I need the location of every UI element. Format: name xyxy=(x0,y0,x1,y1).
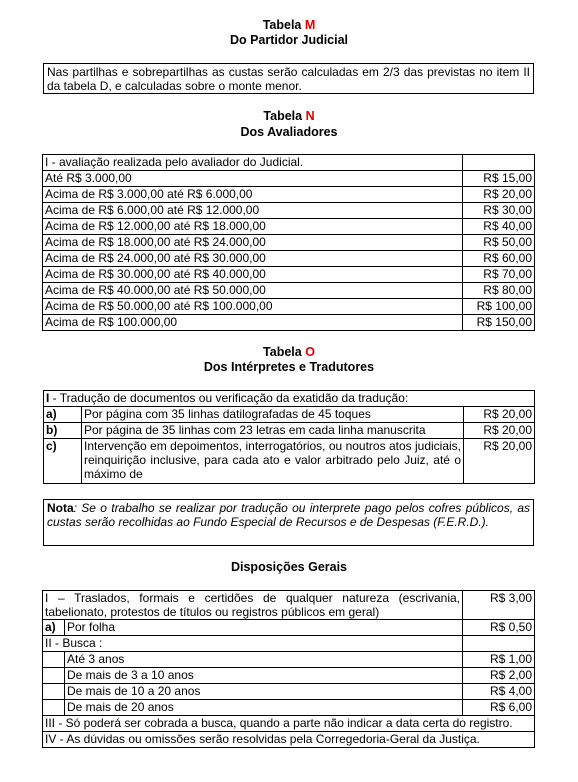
tabela-o-title: Dos Intérpretes e Tradutores xyxy=(203,360,375,374)
range-cell: Acima de R$ 30.000,00 até R$ 40.000,00 xyxy=(43,267,463,283)
table-row xyxy=(43,267,535,283)
tabela-n-heading xyxy=(0,109,578,124)
table-row xyxy=(44,391,535,407)
value-cell: R$ 100,00 xyxy=(463,299,535,315)
busca-value: R$ 2,00 xyxy=(463,668,535,684)
value-cell: R$ 80,00 xyxy=(463,283,535,299)
tabela-n-title: Dos Avaliadores xyxy=(240,125,338,139)
item1a-value: R$ 0,50 xyxy=(463,620,535,636)
tabela-m-heading xyxy=(0,18,578,33)
value-cell: R$ 20,00 xyxy=(463,187,535,203)
table-row xyxy=(43,315,535,331)
range-cell: Acima de R$ 12.000,00 até R$ 18.000,00 xyxy=(43,219,463,235)
tabela-o-table xyxy=(43,390,535,484)
tabela-m-title: Do Partidor Judicial xyxy=(229,33,349,47)
item-desc: Por página com 35 linhas datilografadas de 45 toques xyxy=(82,407,464,423)
item-label: b) xyxy=(44,423,82,439)
table-row xyxy=(43,732,535,748)
tabela-o-header-num: I xyxy=(46,391,50,405)
busca-value: R$ 4,00 xyxy=(463,684,535,700)
value-cell: R$ 40,00 xyxy=(463,219,535,235)
range-cell: Acima de R$ 18.000,00 até R$ 24.000,00 xyxy=(43,235,463,251)
nota-box xyxy=(43,499,534,546)
range-cell: Acima de R$ 24.000,00 até R$ 30.000,00 xyxy=(43,251,463,267)
value-cell: R$ 30,00 xyxy=(463,203,535,219)
item-label: c) xyxy=(44,439,82,484)
value-cell: R$ 70,00 xyxy=(463,267,535,283)
item1a-label: a) xyxy=(43,620,65,636)
table-row xyxy=(43,171,535,187)
range-cell: Até R$ 3.000,00 xyxy=(43,171,463,187)
table-row xyxy=(43,636,535,652)
item2-text: II - Busca : xyxy=(43,636,463,652)
value-cell: R$ 15,00 xyxy=(463,171,535,187)
tabela-n-letter: N xyxy=(305,109,315,123)
nota-text: : Se o trabalho se realizar por tradução ou interprete pago pelos cofres públicos, as custas serão recolhidas ao Fundo Especial de Recursos e de Despesas (F.E.R.D.). xyxy=(47,501,530,529)
range-cell: Acima de R$ 6.000,00 até R$ 12.000,00 xyxy=(43,203,463,219)
disposicoes-title: Disposições Gerais xyxy=(230,560,348,574)
table-row xyxy=(43,620,535,636)
busca-desc: De mais de 20 anos xyxy=(65,700,463,716)
busca-desc: De mais de 10 a 20 anos xyxy=(65,684,463,700)
range-cell: Acima de R$ 50.000,00 até R$ 100.000,00 xyxy=(43,299,463,315)
value-cell: R$ 150,00 xyxy=(463,315,535,331)
tabela-o-header-text: - Tradução de documentos ou verificação da exatidão da tradução: xyxy=(49,391,409,405)
item-desc: Por página de 35 linhas com 23 letras em cada linha manuscrita xyxy=(82,423,464,439)
table-row xyxy=(43,668,535,684)
tabela-m-prefix: Tabela xyxy=(262,18,302,32)
nota-label: Nota xyxy=(47,501,74,515)
tabela-n-header: I - avaliação realizada pelo avaliador do Judicial. xyxy=(43,155,463,171)
busca-desc: De mais de 3 a 10 anos xyxy=(65,668,463,684)
range-cell: Acima de R$ 40.000,00 até R$ 50.000,00 xyxy=(43,283,463,299)
item3-text: III - Só poderá ser cobrada a busca, quando a parte não indicar a data certa do registro. xyxy=(43,716,535,732)
table-row xyxy=(43,251,535,267)
table-row xyxy=(44,439,535,484)
item-label: a) xyxy=(44,407,82,423)
range-cell: Acima de R$ 3.000,00 até R$ 6.000,00 xyxy=(43,187,463,203)
item4-text: IV - As dúvidas ou omissões serão resolvidas pela Corregedoria-Geral da Justiça. xyxy=(43,732,535,748)
value-cell: R$ 60,00 xyxy=(463,251,535,267)
table-row xyxy=(43,700,535,716)
busca-desc: Até 3 anos xyxy=(65,652,463,668)
table-row xyxy=(43,299,535,315)
tabela-m-text: Nas partilhas e sobrepartilhas as custas serão calculadas em 2/3 das previstas no item II da tabela D, e calculadas sobre o monte menor. xyxy=(43,63,534,94)
busca-value: R$ 1,00 xyxy=(463,652,535,668)
item1a-text: Por folha xyxy=(65,620,463,636)
tabela-m-letter: M xyxy=(304,18,316,32)
table-row xyxy=(43,235,535,251)
item-value: R$ 20,00 xyxy=(464,407,535,423)
range-cell: Acima de R$ 100.000,00 xyxy=(43,315,463,331)
tabela-o-header xyxy=(44,391,535,407)
item-value: R$ 20,00 xyxy=(464,439,535,484)
item-desc: Intervenção em depoimentos, interrogatórios, ou noutros atos judiciais, reinquirição inclusive, para cada ato e valor arbitrado pelo Juiz, até o máximo de xyxy=(82,439,464,484)
item1-text: I – Traslados, formais e certidões de qualquer natureza (escrivania, tabelionato, protestos de títulos ou registros públicos em geral) xyxy=(43,591,463,620)
item1-value: R$ 3,00 xyxy=(463,591,535,620)
tabela-o-prefix: Tabela xyxy=(263,345,302,359)
table-row xyxy=(43,187,535,203)
table-row xyxy=(43,591,535,620)
value-cell: R$ 50,00 xyxy=(463,235,535,251)
tabela-n-prefix: Tabela xyxy=(263,109,303,123)
table-row xyxy=(43,219,535,235)
table-row xyxy=(43,652,535,668)
tabela-o-heading xyxy=(0,345,578,360)
table-row xyxy=(43,684,535,700)
table-row xyxy=(44,407,535,423)
table-row xyxy=(43,716,535,732)
table-row xyxy=(43,203,535,219)
tabela-o-letter: O xyxy=(305,345,315,359)
table-row xyxy=(43,155,535,171)
disposicoes-table xyxy=(42,590,535,748)
table-row xyxy=(43,283,535,299)
item-value: R$ 20,00 xyxy=(464,423,535,439)
table-row xyxy=(44,423,535,439)
tabela-n-table xyxy=(42,154,535,331)
busca-value: R$ 6,00 xyxy=(463,700,535,716)
